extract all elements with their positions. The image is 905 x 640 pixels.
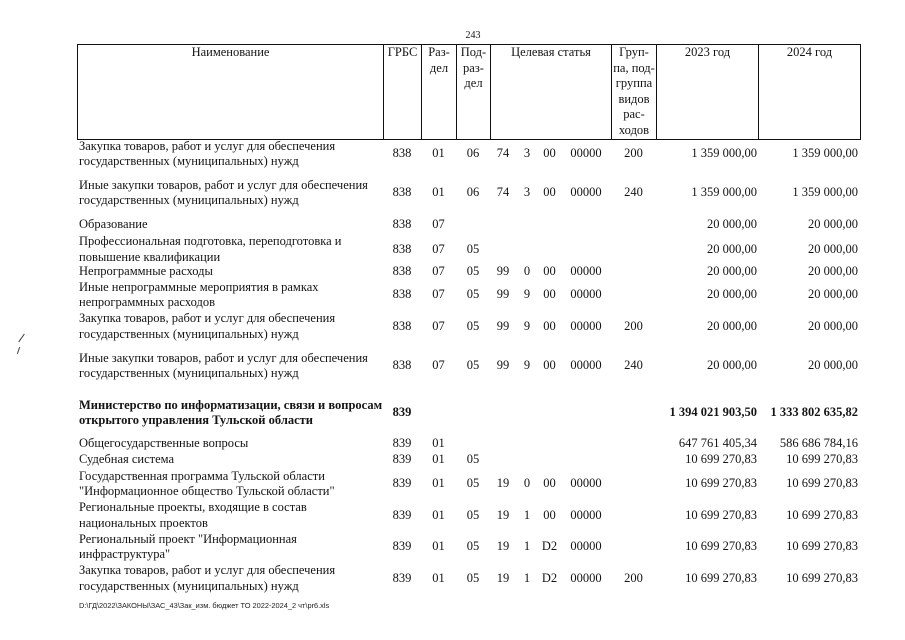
target-article-direction-cell: 00 (543, 507, 556, 522)
row-name-cell (77, 532, 383, 563)
row-name-line: государственных (муниципальных) нужд (79, 578, 299, 593)
table-row (77, 390, 860, 436)
amount-2023-cell: 10 699 270,83 (685, 476, 757, 491)
table-row (77, 500, 860, 531)
amount-2023-cell: 1 359 000,00 (691, 146, 757, 161)
grbs-cell: 838 (392, 358, 412, 373)
razdel-cell: 01 (432, 146, 445, 161)
table-body (77, 138, 860, 594)
target-article-direction-cell: 00 (543, 185, 556, 200)
row-name-cell (77, 139, 383, 170)
amount-2024-cell: 1 333 802 635,82 (770, 405, 858, 420)
grbs-cell: 839 (392, 405, 412, 420)
column-header-2024: 2024 год (759, 45, 861, 140)
expense-group-cell: 200 (624, 570, 643, 585)
razdel-cell: 01 (432, 476, 445, 491)
podrazdel-cell: 06 (466, 146, 480, 161)
target-article-code-cell: 00000 (570, 146, 602, 161)
target-article-direction-cell: 00 (543, 287, 556, 302)
target-article-subprogram-cell: 9 (523, 318, 531, 333)
amount-2023-cell: 20 000,00 (707, 358, 757, 373)
amount-2024-cell: 20 000,00 (808, 318, 858, 333)
grbs-cell: 839 (392, 507, 412, 522)
scan-mark (18, 334, 25, 343)
table-row (77, 311, 860, 342)
target-article-direction-cell: 00 (543, 358, 556, 373)
row-name-cell (77, 351, 383, 382)
podrazdel-cell: 05 (466, 358, 480, 373)
row-name-line: Закупка товаров, работ и услуг для обеспечения (79, 563, 336, 577)
expense-group-cell: 240 (624, 358, 643, 373)
amount-2023-cell: 1 359 000,00 (691, 185, 757, 200)
row-name-line: открытого управления Тульской области (79, 413, 313, 427)
page-number: 243 (465, 30, 481, 41)
target-article-program-cell: 99 (496, 318, 510, 333)
target-article-program-cell: 99 (496, 264, 510, 278)
target-article-code-cell: 00000 (570, 264, 602, 278)
row-name-line: непрограммных расходов (79, 295, 215, 309)
amount-2023-cell: 20 000,00 (707, 217, 757, 232)
target-article-code-cell: 00000 (570, 539, 602, 554)
amount-2023-cell: 10 699 270,83 (685, 570, 757, 585)
column-header-podrazdel: Под- раз- дел (457, 45, 491, 140)
grbs-cell: 839 (392, 452, 412, 467)
row-name-line: государственных (муниципальных) нужд (79, 366, 299, 380)
table-row (77, 563, 860, 594)
target-article-direction-cell: D2 (541, 539, 558, 554)
row-name-line: Общегосударственные вопросы (79, 436, 249, 451)
amount-2023-cell: 10 699 270,83 (685, 539, 757, 554)
amount-2024-cell: 10 699 270,83 (786, 539, 858, 554)
amount-2023-cell: 1 394 021 903,50 (669, 405, 757, 420)
razdel-cell: 07 (432, 217, 445, 232)
row-name-line: государственных (муниципальных) нужд (79, 326, 299, 341)
grbs-cell: 839 (392, 436, 412, 451)
row-name-cell (77, 469, 383, 500)
row-name-cell (77, 563, 383, 594)
grbs-cell: 838 (392, 264, 412, 278)
row-name-line: Государственная программа Тульской области (79, 468, 325, 483)
row-name-cell (77, 264, 383, 280)
column-header-target-article: Целевая статья (491, 45, 612, 140)
column-header-razdel: Раз- дел (422, 45, 457, 140)
amount-2024-cell: 20 000,00 (808, 358, 858, 373)
podrazdel-cell: 05 (466, 507, 480, 522)
table-row (77, 342, 860, 390)
target-article-direction-cell: 00 (543, 318, 556, 333)
table-row (77, 452, 860, 468)
table-row (77, 264, 860, 279)
row-name-cell (77, 500, 383, 531)
podrazdel-cell: 05 (466, 264, 480, 278)
razdel-cell: 01 (432, 185, 445, 200)
target-article-subprogram-cell: 3 (523, 185, 531, 200)
target-article-direction-cell: 00 (543, 264, 556, 278)
razdel-cell: 01 (432, 436, 445, 451)
amount-2024-cell: 10 699 270,83 (786, 452, 858, 467)
target-article-code-cell: 00000 (570, 318, 602, 333)
amount-2023-cell: 20 000,00 (707, 318, 757, 333)
row-name-cell (77, 452, 383, 468)
razdel-cell: 07 (432, 287, 445, 302)
column-header-name: Наименование (78, 45, 384, 140)
amount-2024-cell: 1 359 000,00 (792, 185, 858, 200)
column-header-grbs: ГРБС (384, 45, 422, 140)
expense-group-cell: 240 (624, 185, 643, 200)
row-name-cell (77, 436, 383, 452)
amount-2023-cell: 10 699 270,83 (685, 507, 757, 522)
razdel-cell: 01 (432, 452, 445, 467)
target-article-code-cell: 00000 (570, 507, 602, 522)
target-article-program-cell: 19 (496, 476, 510, 491)
amount-2024-cell: 1 359 000,00 (792, 146, 858, 161)
row-name-line: Региональные проекты, входящие в состав (79, 500, 307, 514)
grbs-cell: 838 (392, 146, 412, 161)
row-name-cell (77, 398, 383, 429)
target-article-code-cell: 00000 (570, 287, 602, 302)
row-name-line: инфраструктура" (79, 547, 171, 561)
razdel-cell: 01 (432, 539, 445, 554)
podrazdel-cell: 05 (466, 539, 480, 554)
amount-2023-cell: 647 761 405,34 (678, 436, 757, 451)
target-article-subprogram-cell: 1 (523, 507, 531, 522)
amount-2023-cell: 20 000,00 (707, 264, 757, 278)
table-row (77, 468, 860, 500)
row-name-line: Региональный проект "Информационная (79, 531, 297, 546)
expense-group-cell: 200 (624, 318, 643, 333)
amount-2024-cell: 10 699 270,83 (786, 570, 858, 585)
target-article-code-cell: 00000 (570, 358, 602, 373)
razdel-cell: 07 (432, 264, 445, 278)
podrazdel-cell: 05 (466, 241, 480, 256)
podrazdel-cell: 06 (466, 185, 480, 200)
row-name-cell (77, 178, 383, 209)
target-article-direction-cell: 00 (543, 476, 556, 491)
target-article-subprogram-cell: 9 (523, 358, 531, 373)
amount-2024-cell: 20 000,00 (808, 264, 858, 278)
target-article-subprogram-cell: 0 (523, 264, 531, 278)
table-row (77, 216, 860, 234)
amount-2023-cell: 10 699 270,83 (685, 452, 757, 467)
row-name-line: Иные закупки товаров, работ и услуг для обеспечения (79, 350, 368, 365)
target-article-subprogram-cell: 1 (523, 539, 531, 554)
grbs-cell: 839 (392, 539, 412, 554)
table-row (77, 234, 860, 264)
row-name-line: государственных (муниципальных) нужд (79, 154, 299, 168)
grbs-cell: 838 (392, 241, 412, 256)
row-name-line: Образование (79, 217, 148, 232)
expense-group-cell: 200 (624, 146, 643, 161)
row-name-line: национальных проектов (79, 515, 208, 530)
row-name-cell (77, 217, 383, 233)
grbs-cell: 838 (392, 287, 412, 302)
grbs-cell: 839 (392, 570, 412, 585)
amount-2024-cell: 10 699 270,83 (786, 507, 858, 522)
table-row (77, 279, 860, 311)
row-name-cell (77, 234, 383, 265)
row-name-line: Иные непрограммные мероприятия в рамках (79, 279, 319, 294)
row-name-line: Судебная система (79, 452, 175, 467)
amount-2023-cell: 20 000,00 (707, 241, 757, 256)
amount-2024-cell: 10 699 270,83 (786, 476, 858, 491)
amount-2024-cell: 20 000,00 (808, 217, 858, 232)
table-row (77, 436, 860, 452)
row-name-line: Иные закупки товаров, работ и услуг для обеспечения (79, 177, 368, 192)
target-article-code-cell: 00000 (570, 476, 602, 491)
row-name-line: Закупка товаров, работ и услуг для обеспечения (79, 138, 336, 153)
razdel-cell: 01 (432, 570, 445, 585)
grbs-cell: 839 (392, 476, 412, 491)
podrazdel-cell: 05 (466, 287, 480, 302)
grbs-cell: 838 (392, 318, 412, 333)
row-name-line: государственных (муниципальных) нужд (79, 193, 299, 207)
amount-2023-cell: 20 000,00 (707, 287, 757, 302)
razdel-cell: 07 (432, 318, 445, 333)
row-name-line: Непрограммные расходы (79, 264, 213, 278)
amount-2024-cell: 586 686 784,16 (779, 436, 858, 451)
podrazdel-cell: 05 (466, 570, 480, 585)
table-header (77, 44, 861, 140)
target-article-program-cell: 99 (496, 287, 510, 302)
target-article-code-cell: 00000 (570, 185, 602, 200)
row-name-cell (77, 280, 383, 311)
razdel-cell: 07 (432, 241, 445, 256)
row-name-line: "Информационное общество Тульской области" (79, 484, 335, 498)
podrazdel-cell: 05 (466, 318, 480, 333)
row-name-line: Закупка товаров, работ и услуг для обеспечения (79, 311, 336, 325)
table-row (77, 170, 860, 216)
target-article-program-cell: 74 (496, 185, 510, 200)
razdel-cell: 01 (432, 507, 445, 522)
target-article-subprogram-cell: 1 (523, 570, 531, 585)
amount-2024-cell: 20 000,00 (808, 287, 858, 302)
target-article-program-cell: 99 (496, 358, 510, 373)
target-article-subprogram-cell: 9 (523, 287, 531, 302)
row-name-line: Профессиональная подготовка, переподготовка и (79, 234, 342, 248)
target-article-program-cell: 19 (496, 539, 510, 554)
target-article-subprogram-cell: 3 (523, 146, 531, 161)
grbs-cell: 838 (392, 185, 412, 200)
target-article-program-cell: 19 (496, 570, 510, 585)
scan-mark (17, 347, 20, 354)
amount-2024-cell: 20 000,00 (808, 241, 858, 256)
podrazdel-cell: 05 (466, 476, 480, 491)
target-article-code-cell: 00000 (570, 570, 602, 585)
column-header-2023: 2023 год (657, 45, 759, 140)
row-name-line: повышение квалификации (79, 249, 221, 264)
target-article-direction-cell: D2 (541, 570, 558, 585)
table-row (77, 531, 860, 563)
target-article-program-cell: 19 (496, 507, 510, 522)
razdel-cell: 07 (432, 358, 445, 373)
target-article-subprogram-cell: 0 (523, 476, 531, 491)
column-header-expense-group: Груп- па, под- группа видов рас- ходов (612, 45, 657, 140)
podrazdel-cell: 05 (466, 452, 480, 467)
file-path-footer: D:\ГД\2022\ЗАКОНЫ\ЗАС_43\Зак_изм. бюджет ТО 2022-2024_2 чт\pr6.xls (79, 601, 330, 610)
row-name-line: Министерство по информатизации, связи и вопросам (79, 397, 383, 412)
target-article-direction-cell: 00 (543, 146, 556, 161)
grbs-cell: 838 (392, 217, 412, 232)
row-name-cell (77, 311, 383, 342)
target-article-program-cell: 74 (496, 146, 510, 161)
table-row (77, 138, 860, 170)
header-row (78, 45, 861, 140)
